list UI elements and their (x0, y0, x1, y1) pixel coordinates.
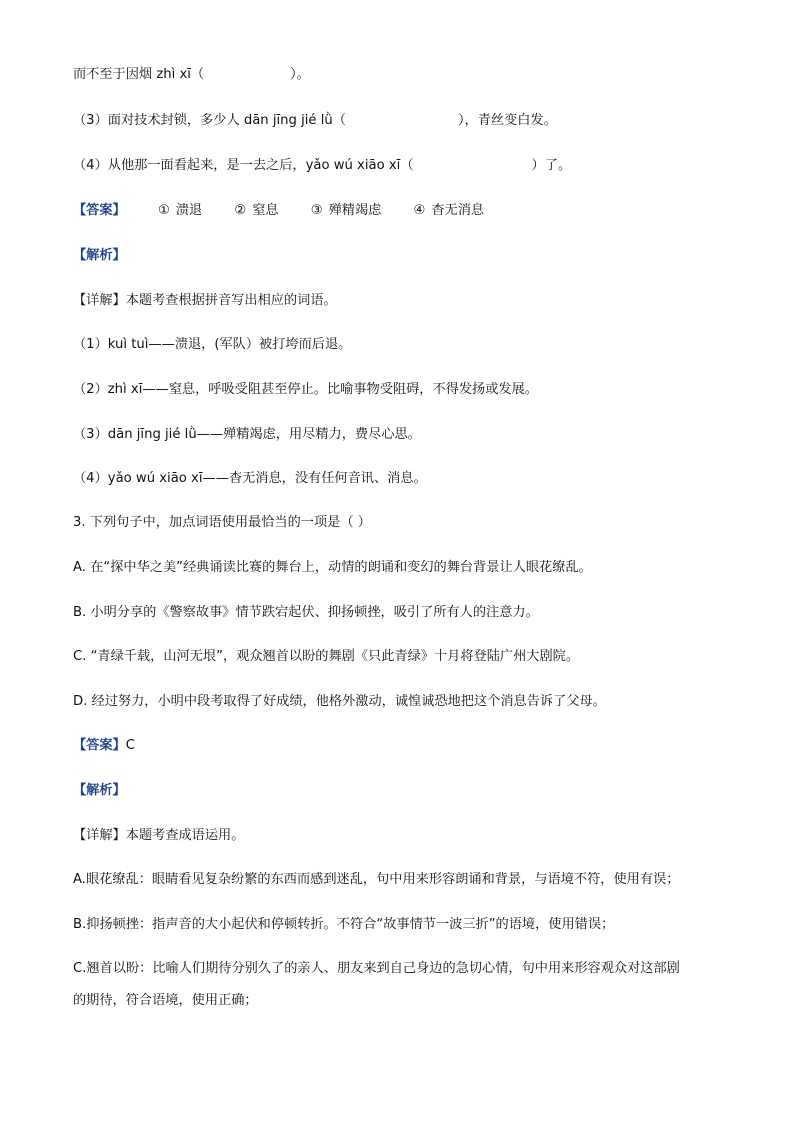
answer-item: ② 窒息 (234, 203, 279, 218)
answer-value: C (125, 738, 135, 753)
q2-item3: （3）面对技术封锁，多少人 dān jīng jié lǜ（ ），青丝变白发。 (73, 113, 557, 128)
q3-option-d: D. 经过努力，小明中段考取得了好成绩，他格外激动，诚惶诚恐地把这个消息告诉了父母。 (73, 694, 606, 709)
q2-item4: （4）从他那一面看起来，是一去之后，yǎo wú xiāo xī（ ）了。 (73, 158, 572, 173)
q3-answer-line (73, 735, 754, 757)
explanation-line: A.眼花缭乱：眼睛看见复杂纷繁的东西而感到迷乱，句中用来形容朗诵和背景，与语境不符，使用有误； (73, 872, 680, 887)
answer-item: ④ 杳无消息 (413, 203, 485, 218)
explanation-line: （2）zhì xī——窒息，呼吸受阻甚至停止。比喻事物受阻碍，不得发扬或发展。 (73, 382, 538, 397)
explanation-line: C.翘首以盼：比喻人们期待分别久了的亲人、朋友来到自己身边的急切心情，句中用来形容观众对这部剧 (73, 961, 680, 976)
answer-tag: 【答案】 (73, 203, 126, 218)
explanation-line: （3）dān jīng jié lǜ——殚精竭虑，用尽精力，费尽心思。 (73, 427, 421, 442)
analysis-tag: 【解析】 (73, 783, 126, 798)
explanation-line: B.抑扬顿挫：指声音的大小起伏和停顿转折。不符合“故事情节一波三折”的语境，使用错误； (73, 917, 615, 932)
explanation-line: 的期待，符合语境，使用正确； (73, 993, 258, 1008)
explanation-line: （1）kuì tuì——溃退，(军队）被打垮而后退。 (73, 337, 352, 352)
q3-option-c: C. “青绿千载，山河无垠”，观众翘首以盼的舞剧《只此青绿》十月将登陆广州大剧院。 (73, 649, 580, 664)
answer-tag: 【答案】 (73, 738, 126, 753)
q2-answer-line (73, 200, 754, 222)
q2-line1: 而不至于因烟 zhì xī（ ）。 (73, 67, 310, 82)
detail-line: 【详解】本题考查根据拼音写出相应的词语。 (73, 293, 337, 308)
explanation-line: （4）yǎo wú xiāo xī——杳无消息，没有任何音讯、消息。 (73, 471, 427, 486)
answer-item: ③ 殚精竭虑 (310, 203, 382, 218)
answer-item: ① 溃退 (157, 203, 203, 218)
detail-line: 【详解】本题考查成语运用。 (73, 828, 245, 843)
q3-stem: 3. 下列句子中，加点词语使用最恰当的一项是（ ） (73, 515, 371, 530)
q3-option-a: A. 在“探中华之美”经典诵读比赛的舞台上，动情的朗诵和变幻的舞台背景让人眼花缭乱。 (73, 560, 592, 575)
analysis-tag: 【解析】 (73, 248, 126, 263)
q3-option-b: B. 小明分享的《警察故事》情节跌宕起伏、抑扬顿挫，吸引了所有人的注意力。 (73, 605, 539, 620)
